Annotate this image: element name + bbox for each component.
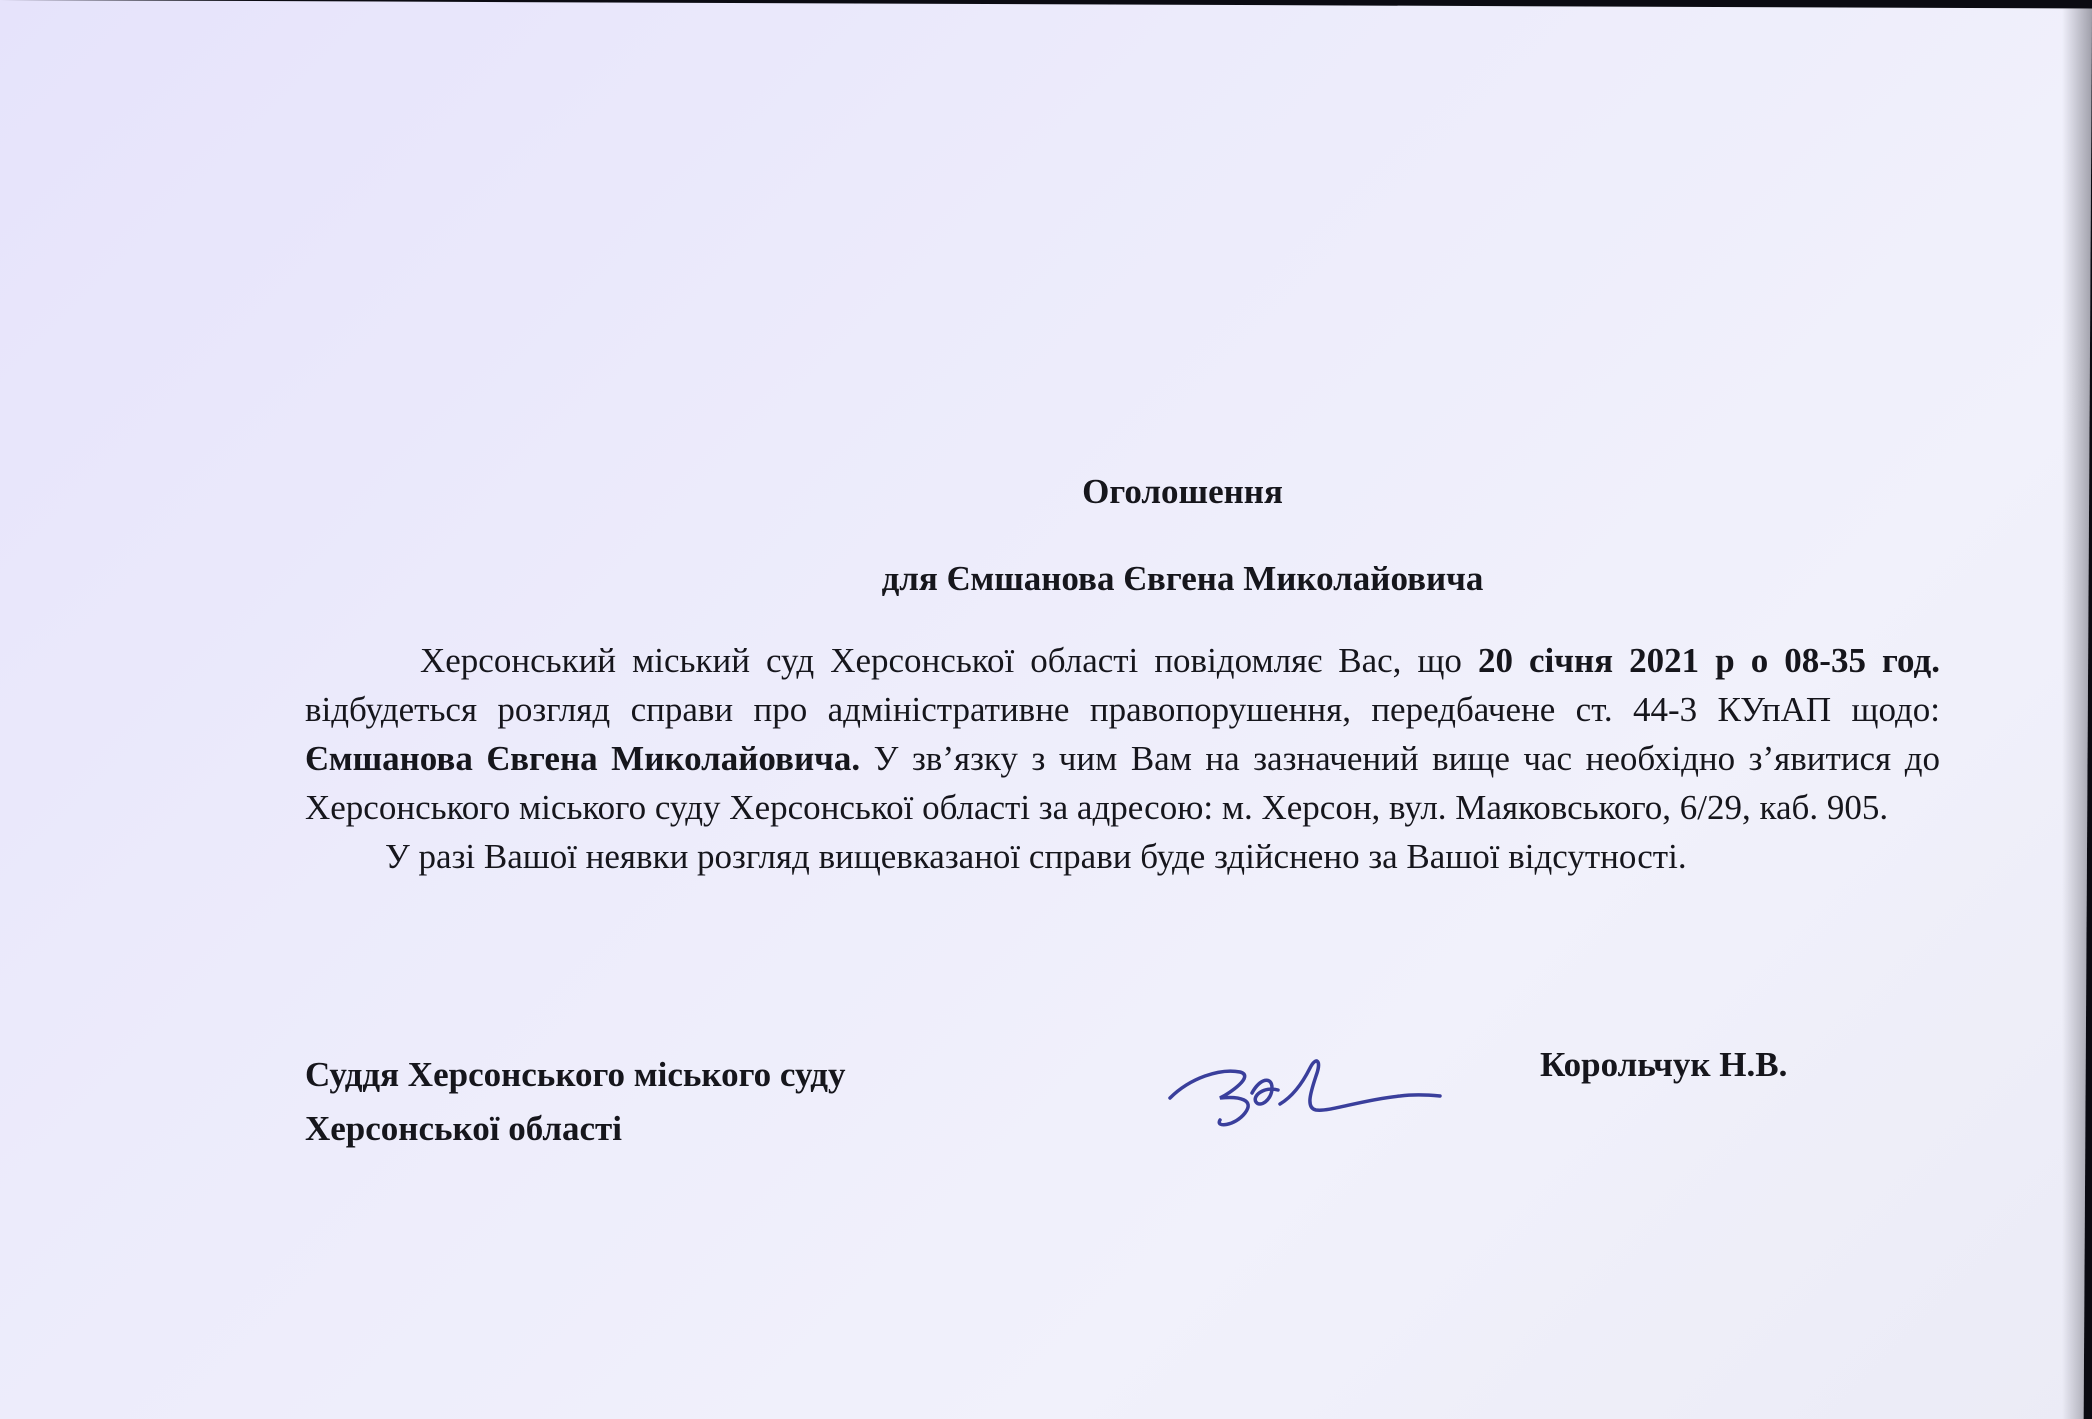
judge-name: Корольчук Н.В. — [1540, 1045, 1788, 1084]
document-addressee: для Ємшанова Євгена Миколайовича — [881, 559, 1484, 598]
judge-position — [305, 1048, 845, 1156]
notice-text-middle: відбудеться розгляд справи про адміністративне правопорушення, передбачене ст. 44-3 КУпАП щодо: — [305, 690, 1940, 729]
notice-text-address: У зв’язку з чим Вам на зазначений вище час необхідно з’явитися до Херсонського міського суду Херсонської області за адресою: м. Херсон, вул. Маяковського, 6/29, каб. 905. — [305, 739, 1940, 827]
document-body — [305, 455, 1940, 881]
handwritten-signature-icon — [1160, 1038, 1460, 1158]
absence-warning-paragraph: У разі Вашої неявки розгляд вищевказаної справи буде здійснено за Вашої відсутності. — [385, 837, 1687, 876]
notice-text-intro: Херсонський міський суд Херсонської області повідомляє Вас, що — [420, 641, 1478, 680]
document-title: Оголошення — [1082, 472, 1283, 511]
paper-edge-shadow — [2062, 0, 2092, 1419]
judge-position-line2: Херсонської області — [305, 1109, 622, 1148]
notice-paragraph — [305, 636, 1940, 832]
defendant-name: Ємшанова Євгена Миколайовича. — [305, 739, 861, 778]
signature-block — [305, 1045, 1945, 1188]
judge-position-line1: Суддя Херсонського міського суду — [305, 1055, 846, 1094]
hearing-date: 20 січня 2021 р о 08-35 год. — [1477, 641, 1940, 680]
